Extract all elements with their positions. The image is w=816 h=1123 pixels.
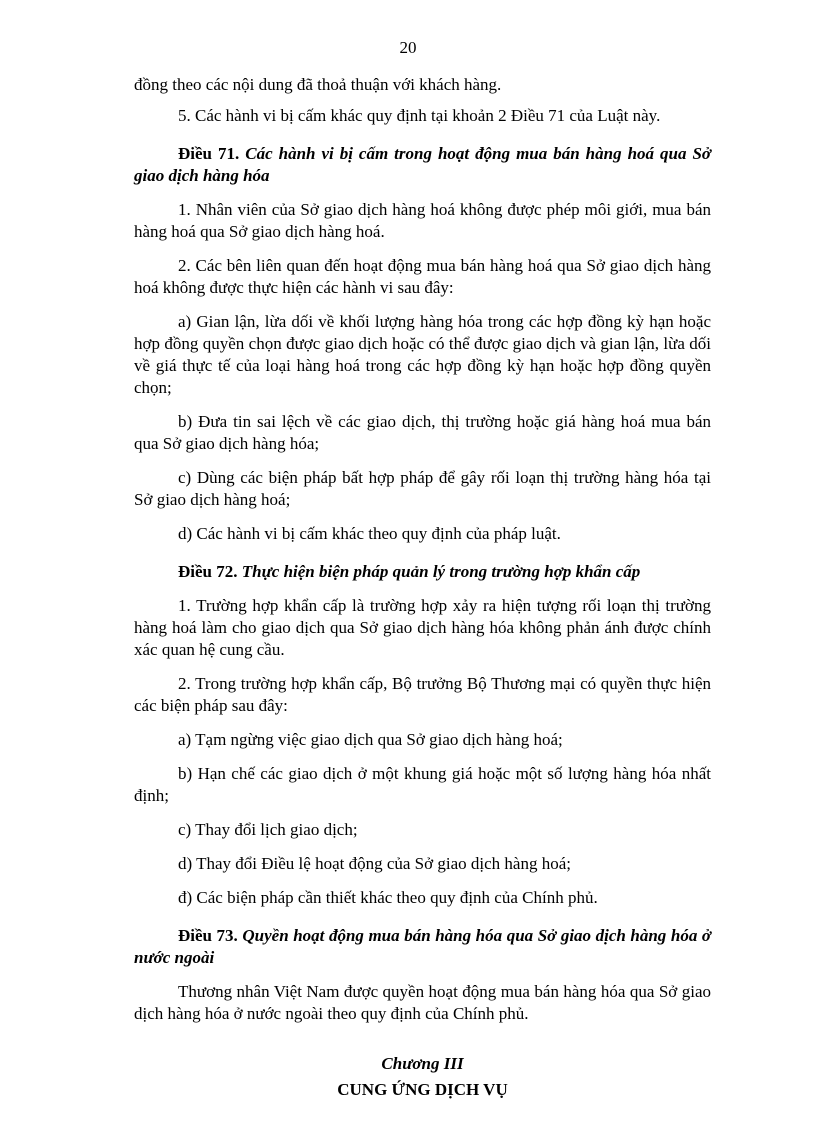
article-73-body: Thương nhân Việt Nam được quyền hoạt động mua bán hàng hóa qua Sở giao dịch hàng hóa ở nước ngoài theo quy định của Chính phủ. — [134, 982, 711, 1023]
continuation-line: đồng theo các nội dung đã thoả thuận với khách hàng. — [134, 75, 502, 94]
article-71-title: Các hành vi bị cấm trong hoạt động mua bán hàng hoá qua Sở giao dịch hàng hóa — [134, 144, 712, 185]
article-72-point-dd: đ) Các biện pháp cần thiết khác theo quy định của Chính phủ. — [178, 888, 598, 907]
article-72-point-c: c) Thay đổi lịch giao dịch; — [178, 820, 358, 839]
article-72-point-d: d) Thay đổi Điều lệ hoạt động của Sở giao dịch hàng hoá; — [178, 854, 571, 873]
article-71-clause-1: 1. Nhân viên của Sở giao dịch hàng hoá không được phép môi giới, mua bán hàng hoá qua Sở giao dịch hàng hoá. — [134, 200, 711, 241]
document-body — [134, 74, 711, 1101]
article-72-point-a: a) Tạm ngừng việc giao dịch qua Sở giao dịch hàng hoá; — [178, 730, 563, 749]
clause-5: 5. Các hành vi bị cấm khác quy định tại khoản 2 Điều 71 của Luật này. — [178, 106, 661, 125]
chapter-name: Chương III — [381, 1054, 464, 1073]
article-73-title: Quyền hoạt động mua bán hàng hóa qua Sở giao dịch hàng hóa ở nước ngoài — [134, 926, 712, 967]
article-71-point-a: a) Gian lận, lừa dối về khối lượng hàng hóa trong các hợp đồng kỳ hạn hoặc hợp đồng quyền chọn được giao dịch hoặc có thể được giao dịch và gian lận, lừa dối về giá thực tế của loại hàng hoá trong các hợp đồng kỳ hạn hoặc hợp đồng quyền chọn; — [134, 312, 711, 397]
article-71-point-b: b) Đưa tin sai lệch về các giao dịch, thị trường hoặc giá hàng hoá mua bán qua Sở giao dịch hàng hóa; — [134, 412, 711, 453]
article-73-heading — [134, 925, 711, 969]
article-72-heading — [134, 561, 711, 583]
article-71-point-d: d) Các hành vi bị cấm khác theo quy định của pháp luật. — [178, 524, 561, 543]
article-72-label: Điều 72. — [178, 562, 238, 581]
article-72-clause-2: 2. Trong trường hợp khẩn cấp, Bộ trưởng Bộ Thương mại có quyền thực hiện các biện pháp sau đây: — [134, 674, 711, 715]
article-71-label: Điều 71. — [178, 144, 240, 163]
article-71-heading — [134, 143, 711, 187]
article-72-point-b: b) Hạn chế các giao dịch ở một khung giá hoặc một số lượng hàng hóa nhất định; — [134, 764, 711, 805]
article-72-title: Thực hiện biện pháp quản lý trong trường hợp khẩn cấp — [241, 562, 641, 581]
article-71-point-c: c) Dùng các biện pháp bất hợp pháp để gây rối loạn thị trường hàng hóa tại Sở giao dịch hàng hoá; — [134, 468, 711, 509]
page-number: 20 — [399, 38, 417, 57]
chapter-title: CUNG ỨNG DỊCH VỤ — [337, 1080, 508, 1099]
article-71-clause-2: 2. Các bên liên quan đến hoạt động mua bán hàng hoá qua Sở giao dịch hàng hoá không được thực hiện các hành vi sau đây: — [134, 256, 711, 297]
article-73-label: Điều 73. — [178, 926, 238, 945]
article-72-clause-1: 1. Trường hợp khẩn cấp là trường hợp xảy ra hiện tượng rối loạn thị trường hàng hoá làm cho giao dịch qua Sở giao dịch hàng hóa không phản ánh được chính xác quan hệ cung cầu. — [134, 596, 711, 659]
